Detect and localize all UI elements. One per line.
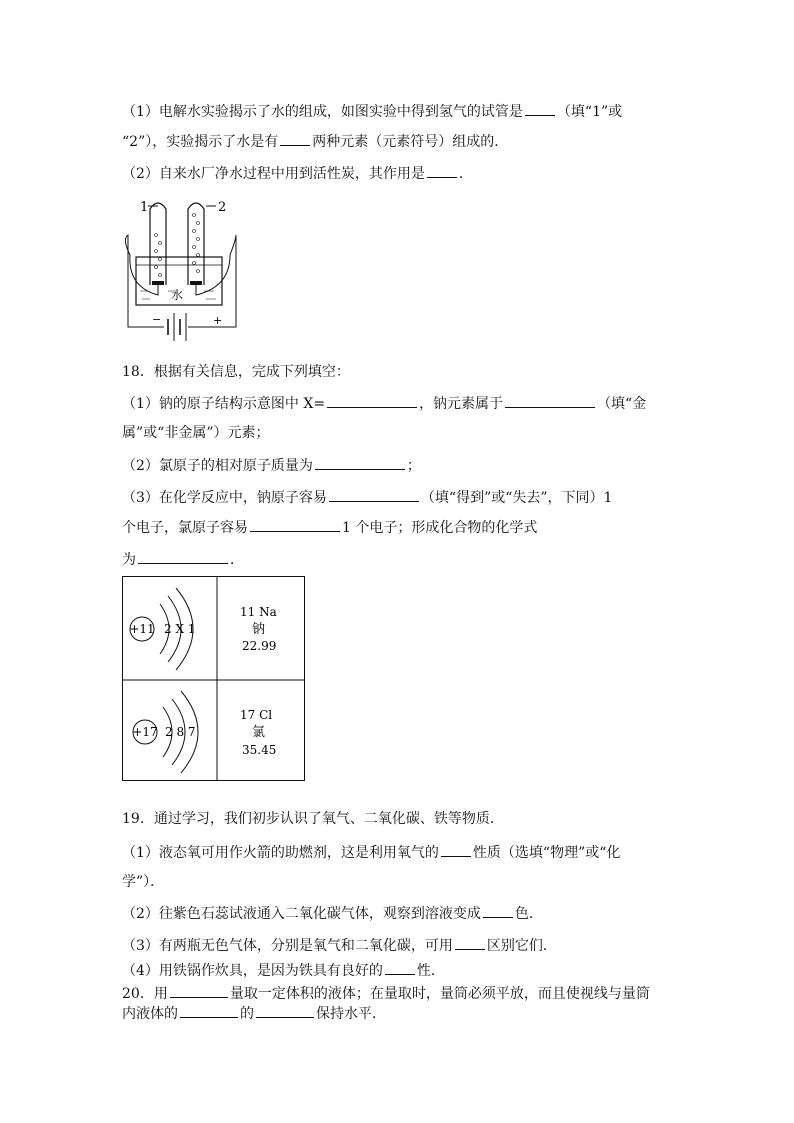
text: （2）氯原子的相对原子质量为 xyxy=(122,458,313,474)
q18-title: 18．根据有关信息，完成下列填空： xyxy=(122,364,350,380)
text: （2）往紫色石蕊试液通入二氧化碳气体，观察到溶液变成 xyxy=(122,906,481,922)
table-border xyxy=(123,577,305,781)
chlorine-atom-diagram xyxy=(132,691,198,773)
atom-structure-table xyxy=(122,576,306,782)
text: （3）有两瓶无色气体，分别是氧气和二氧化碳，可用 xyxy=(122,938,453,954)
test-tube-2 xyxy=(188,203,204,285)
q19-line-5 xyxy=(122,960,445,981)
text: （1）钠的原子结构示意图中 X= xyxy=(122,396,326,412)
sodium-nucleus-charge: +11 xyxy=(129,622,155,636)
chlorine-atomic-mass: 35.45 xyxy=(242,743,277,757)
text: ． xyxy=(230,552,244,568)
answer-blank[interactable] xyxy=(280,131,310,146)
answer-blank[interactable] xyxy=(256,1003,314,1018)
chlorine-nucleus-charge: +17 xyxy=(132,725,158,739)
text: （填“金 xyxy=(597,396,647,412)
tube-label-2: 2 xyxy=(218,200,227,215)
text: 区别它们． xyxy=(486,938,557,954)
q18-line-3 xyxy=(122,455,421,476)
sodium-shell-electrons: 2 X 1 xyxy=(164,622,196,636)
sodium-atomic-mass: 22.99 xyxy=(242,639,277,653)
text: （4）用铁锅作炊具，是因为铁具有良好的 xyxy=(122,963,383,979)
answer-blank[interactable] xyxy=(385,960,415,975)
answer-blank[interactable] xyxy=(329,487,419,502)
positive-terminal: + xyxy=(213,314,223,327)
electrode-2 xyxy=(190,281,202,285)
q19-line-1 xyxy=(122,842,620,863)
negative-terminal: − xyxy=(152,313,162,326)
sodium-atom-diagram xyxy=(129,588,195,670)
q19-line-4 xyxy=(122,935,557,956)
test-tube-1 xyxy=(150,203,166,285)
text: “2”），实验揭示了水是有 xyxy=(122,134,279,150)
sodium-number-symbol: 11 Na xyxy=(240,605,277,619)
text: 为 xyxy=(122,552,136,568)
q18-line-1 xyxy=(122,393,646,414)
bubbles-tube-1 xyxy=(155,234,162,277)
text: （2）自来水厂净水过程中用到活性炭，其作用是 xyxy=(122,166,425,182)
q19-line-3 xyxy=(122,903,543,924)
q18-line-6 xyxy=(122,549,244,570)
q18-line-2: 属”或“非金属”）元素； xyxy=(122,425,270,441)
text: ； xyxy=(406,458,421,474)
answer-blank[interactable] xyxy=(315,455,405,470)
electrode-1 xyxy=(152,281,164,285)
electrolysis-apparatus-diagram xyxy=(118,195,243,343)
text: 个电子，氯原子容易 xyxy=(122,520,248,536)
text: 色． xyxy=(514,906,543,922)
text: 保持水平． xyxy=(316,1006,386,1022)
text: （填“1”或 xyxy=(556,104,623,120)
q17-line-3 xyxy=(122,163,473,184)
answer-blank[interactable] xyxy=(455,935,485,950)
answer-blank[interactable] xyxy=(427,163,457,178)
text: 20．用 xyxy=(122,986,168,1002)
answer-blank[interactable] xyxy=(138,549,228,564)
tube-label-1: 1 xyxy=(140,200,149,215)
q18-line-5 xyxy=(122,517,537,538)
q19-title: 19．通过学习，我们初步认识了氧气、二氧化碳、铁等物质． xyxy=(122,811,504,827)
text: 两种元素（元素符号）组成的． xyxy=(312,134,509,150)
text: （1）液态氧可用作火箭的助燃剂，这是利用氧气的 xyxy=(122,845,439,861)
text: 的 xyxy=(240,1006,254,1022)
sodium-name: 钠 xyxy=(252,622,266,637)
answer-blank[interactable] xyxy=(483,903,513,918)
answer-blank[interactable] xyxy=(327,393,417,408)
answer-blank[interactable] xyxy=(525,101,555,116)
chlorine-number-symbol: 17 Cl xyxy=(240,708,273,722)
answer-blank[interactable] xyxy=(180,1003,238,1018)
q19-line-2: 学”）． xyxy=(122,874,165,890)
text: ． xyxy=(458,166,473,182)
answer-blank[interactable] xyxy=(441,842,471,857)
answer-blank[interactable] xyxy=(505,393,595,408)
q17-line-1 xyxy=(122,101,622,122)
q20-line-2 xyxy=(122,1003,386,1024)
text: ，钠元素属于 xyxy=(419,396,504,412)
answer-blank[interactable] xyxy=(250,517,340,532)
chlorine-name: 氯 xyxy=(252,725,266,740)
answer-blank[interactable] xyxy=(170,983,228,998)
text: 1 个电子；形成化合物的化学式 xyxy=(342,520,538,536)
text: 内液体的 xyxy=(122,1006,178,1022)
text: （1）电解水实验揭示了水的组成，如图实验中得到氢气的试管是 xyxy=(122,104,523,120)
q18-line-4 xyxy=(122,487,612,508)
text: 性． xyxy=(416,963,445,979)
text: 性质（选填“物理”或“化 xyxy=(472,845,621,861)
q17-line-2 xyxy=(122,131,508,152)
text: 量取一定体积的液体；在量取时，量筒必须平放，而且使视线与量筒 xyxy=(229,986,650,1002)
text: （填“得到”或“失去”，下同）1 xyxy=(420,490,613,506)
text: （3）在化学反应中，钠原子容易 xyxy=(122,490,327,506)
q20-line-1 xyxy=(122,983,650,1004)
bubbles-tube-2 xyxy=(193,214,200,273)
water-label: 水 xyxy=(171,288,184,302)
chlorine-shell-electrons: 2 8 7 xyxy=(165,725,196,739)
